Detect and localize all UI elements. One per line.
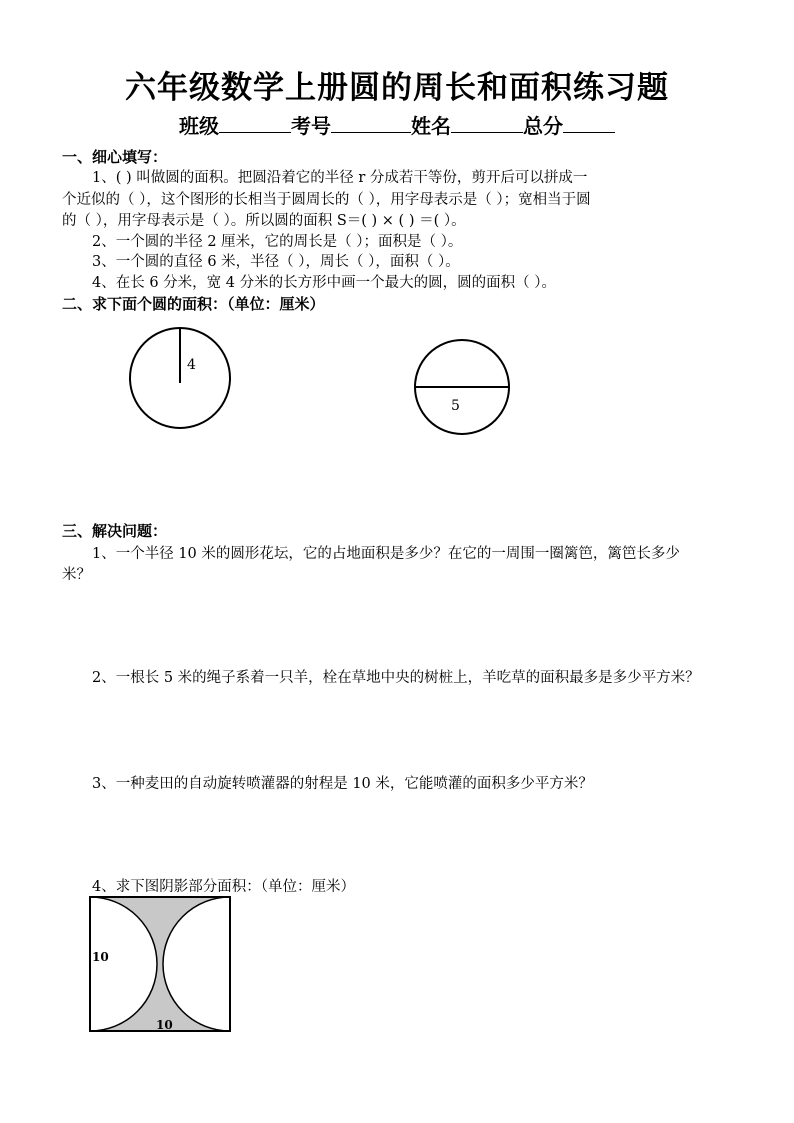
bottom-length-label: 10 bbox=[156, 1018, 173, 1032]
class-blank[interactable] bbox=[219, 114, 291, 133]
problem2: 2、一根长 5 米的绳子系着一只羊，栓在草地中央的树桩上，羊吃草的面积最多是多少平方米？ bbox=[92, 670, 700, 686]
score-label: 总分 bbox=[523, 114, 563, 138]
section3-heading: 三、解决问题： bbox=[62, 522, 168, 540]
side-length-label: 10 bbox=[92, 950, 109, 964]
circle-diameter-figure bbox=[405, 335, 520, 440]
fill-q1-line3: 的（ ），用字母表示是（ ）。所以圆的面积 S＝( ) × ( ) ＝( ）。 bbox=[62, 213, 466, 229]
name-blank[interactable] bbox=[451, 114, 523, 133]
problem1-line1: 1、一个半径 10 米的圆形花坛，它的占地面积是多少？在它的一周围一圈篱笆，篱笆长多少 bbox=[92, 546, 680, 562]
exam-number-label: 考号 bbox=[291, 114, 331, 138]
fill-q3: 3、一个圆的直径 6 米，半径（ ），周长（ ），面积（ ）。 bbox=[92, 254, 460, 270]
student-info-line bbox=[0, 110, 794, 139]
diameter-label: 5 bbox=[451, 398, 460, 414]
fill-q1-line2: 个近似的（ ），这个图形的长相当于圆周长的（ ），用字母表示是（ ）；宽相当于圆 bbox=[62, 192, 591, 208]
page-title: 六年级数学上册圆的周长和面积练习题 bbox=[125, 70, 669, 106]
circle-radius-figure bbox=[120, 325, 260, 430]
section1-heading: 一、细心填写： bbox=[62, 148, 168, 166]
score-blank[interactable] bbox=[563, 114, 615, 133]
exam-number-blank[interactable] bbox=[331, 114, 411, 133]
class-label: 班级 bbox=[179, 114, 219, 138]
fill-q2: 2、一个圆的半径 2 厘米，它的周长是（ ）；面积是（ ）。 bbox=[92, 234, 463, 250]
fill-q4: 4、在长 6 分米，宽 4 分米的长方形中画一个最大的圆，圆的面积（ ）。 bbox=[92, 275, 556, 291]
fill-q1-line1: 1、( ) 叫做圆的面积。把圆沿着它的半径 r 分成若干等份，剪开后可以拼成一 bbox=[92, 170, 588, 186]
problem4: 4、求下图阴影部分面积：（单位：厘米） bbox=[92, 879, 355, 895]
problem1-line2: 米？ bbox=[62, 567, 91, 583]
radius-label: 4 bbox=[187, 357, 196, 373]
problem3: 3、一种麦田的自动旋转喷灌器的射程是 10 米，它能喷灌的面积多少平方米？ bbox=[92, 776, 593, 792]
name-label: 姓名 bbox=[411, 114, 451, 138]
section2-heading: 二、求下面个圆的面积：（单位：厘米） bbox=[62, 295, 325, 313]
shaded-area-figure bbox=[88, 895, 234, 1035]
